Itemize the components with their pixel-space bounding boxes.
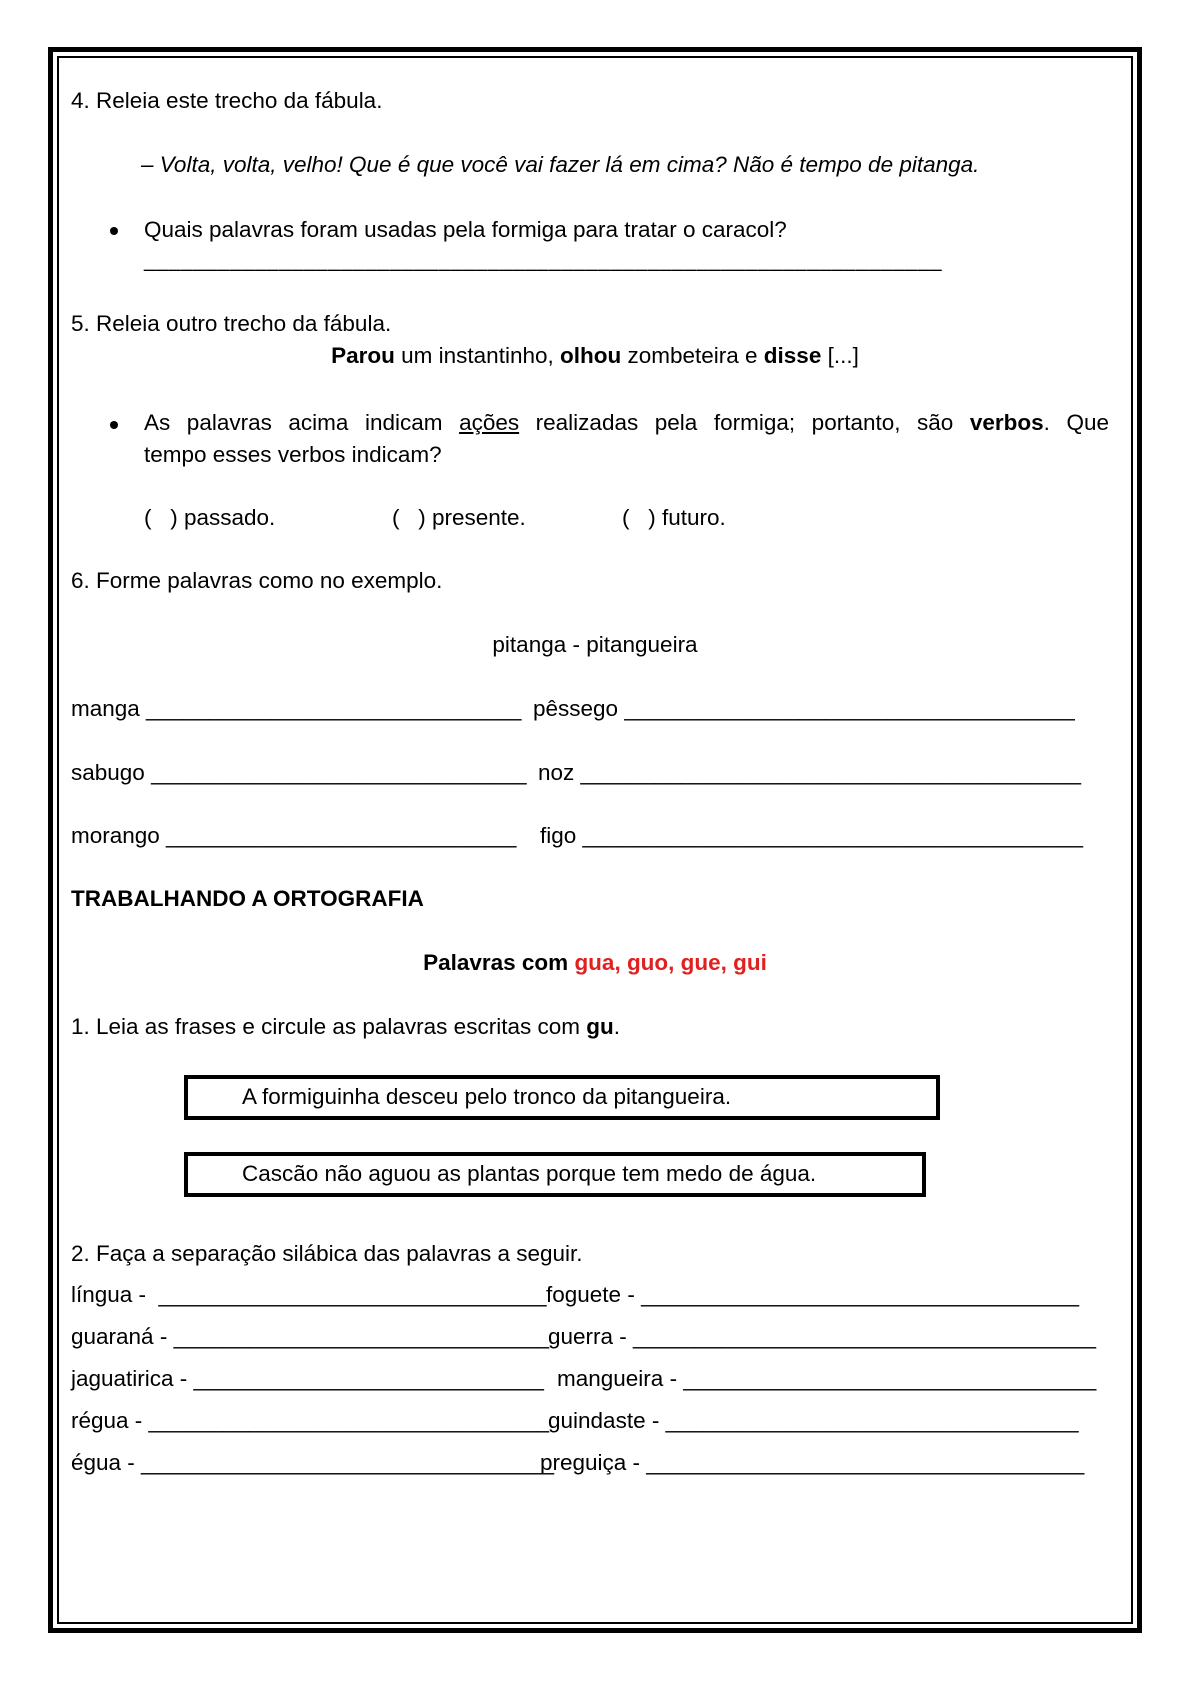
q5-text-1: As palavras acima indicam (144, 410, 460, 435)
q5-question-line-2: tempo esses verbos indicam? (144, 442, 442, 467)
q6-row-figo[interactable]: figo ________________________________________ (540, 823, 1084, 848)
option-futuro[interactable]: ( ) futuro. (622, 505, 726, 530)
q5-question-line-1 (144, 409, 1109, 437)
q5-text-2: realizadas pela formiga; portanto, são (519, 410, 970, 435)
syllable-row-lingua[interactable]: língua - _______________________________ (71, 1282, 547, 1307)
syllable-row-regua[interactable]: régua - ________________________________ (71, 1408, 549, 1433)
verb-disse: disse (763, 343, 822, 368)
excerpt-text-3: [...] (821, 343, 859, 368)
q5-title: 5. Releia outro trecho da fábula. (71, 311, 392, 336)
q4-title: 4. Releia este trecho da fábula. (71, 88, 383, 113)
q6-row-sabugo[interactable]: sabugo ______________________________ (71, 760, 527, 785)
bullet-icon (110, 227, 118, 235)
subheading-highlight: gua, guo, gue, gui (574, 950, 767, 975)
section-heading: TRABALHANDO A ORTOGRAFIA (71, 886, 424, 911)
ortho-q1-bold: gu (586, 1014, 614, 1039)
verb-parou: Parou (331, 343, 395, 368)
ortho-q1-title (71, 1013, 620, 1041)
q6-row-pessego[interactable]: pêssego ____________________________________ (533, 696, 1075, 721)
q6-example: pitanga - pitangueira (492, 632, 698, 657)
word-acoes: ações (459, 410, 520, 435)
syllable-row-jaguatirica[interactable]: jaguatirica - ____________________________ (71, 1366, 544, 1391)
word-verbos: verbos (969, 410, 1044, 435)
syllable-row-preguica[interactable]: preguiça - ___________________________________ (540, 1450, 1085, 1475)
excerpt-text-1: um instantinho, (394, 343, 560, 368)
syllable-row-foguete[interactable]: foguete - ___________________________________ (546, 1282, 1080, 1307)
ortho-q2-title: 2. Faça a separação silábica das palavras a seguir. (71, 1241, 583, 1266)
q6-row-manga[interactable]: manga ______________________________ (71, 696, 522, 721)
bullet-icon (110, 421, 118, 429)
ortho-q1-text: 1. Leia as frases e circule as palavras escritas com (71, 1014, 587, 1039)
sentence-2[interactable]: Cascão não aguou as plantas porque tem medo de água. (242, 1161, 817, 1186)
option-passado[interactable]: ( ) passado. (144, 505, 276, 530)
section-subheading (0, 949, 1190, 977)
sentence-1[interactable]: A formiguinha desceu pelo tronco da pitangueira. (242, 1084, 732, 1109)
syllable-row-mangueira[interactable]: mangueira - _________________________________ (557, 1366, 1097, 1391)
q6-row-morango[interactable]: morango ____________________________ (71, 823, 517, 848)
verb-olhou: olhou (559, 343, 622, 368)
syllable-row-guerra[interactable]: guerra - _____________________________________ (548, 1324, 1097, 1349)
q4-answer-line[interactable]: _________________________________________________________________ (144, 249, 943, 272)
q4-question: Quais palavras foram usadas pela formiga para tratar o caracol? (144, 217, 787, 242)
excerpt-text-2: zombeteira e (621, 343, 764, 368)
q4-quote: – Volta, volta, velho! Que é que você vai fazer lá em cima? Não é tempo de pitanga. (141, 152, 980, 177)
syllable-row-guindaste[interactable]: guindaste - _________________________________ (548, 1408, 1079, 1433)
syllable-row-guarana[interactable]: guaraná - ______________________________ (71, 1324, 549, 1349)
q5-excerpt (0, 342, 1190, 370)
q6-row-noz[interactable]: noz ________________________________________ (538, 760, 1082, 785)
q5-text-3: . Que (1043, 410, 1110, 435)
syllable-row-egua[interactable]: égua - _________________________________ (71, 1450, 554, 1475)
q6-title: 6. Forme palavras como no exemplo. (71, 568, 443, 593)
option-presente[interactable]: ( ) presente. (392, 505, 526, 530)
subheading-prefix: Palavras com (423, 950, 575, 975)
ortho-q1-end: . (613, 1014, 620, 1039)
